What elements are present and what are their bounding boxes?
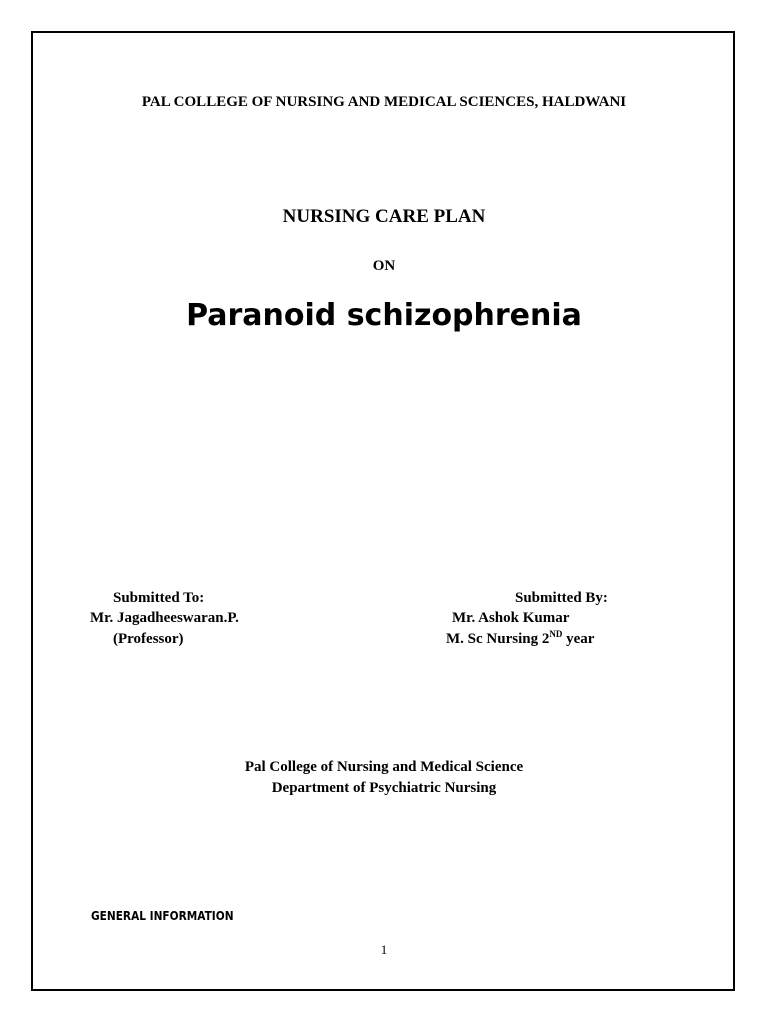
submitted-to-name: Mr. Jagadheeswaran.P. [90, 610, 239, 626]
submitted-by-label: Submitted By: [515, 590, 608, 606]
submitted-to-role: (Professor) [113, 631, 184, 647]
college-header: PAL COLLEGE OF NURSING AND MEDICAL SCIENCES, HALDWANI [141, 94, 627, 110]
course-ordinal-suffix: ND [549, 629, 563, 639]
course-suffix: year [562, 631, 595, 647]
submitted-by-course [446, 631, 594, 648]
course-prefix: M. Sc Nursing 2 [446, 631, 550, 647]
section-heading: GENERAL INFORMATION [91, 909, 234, 923]
footer-department: Department of Psychiatric Nursing [271, 780, 497, 796]
footer-college-name: Pal College of Nursing and Medical Science [244, 759, 524, 775]
submitted-by-name: Mr. Ashok Kumar [452, 610, 570, 626]
page-border [31, 31, 735, 991]
document-title: NURSING CARE PLAN [282, 206, 486, 227]
title-connector: ON [372, 258, 396, 274]
document-topic: Paranoid schizophrenia [186, 298, 582, 333]
submitted-to-label: Submitted To: [113, 590, 205, 606]
page-number: 1 [380, 942, 388, 957]
